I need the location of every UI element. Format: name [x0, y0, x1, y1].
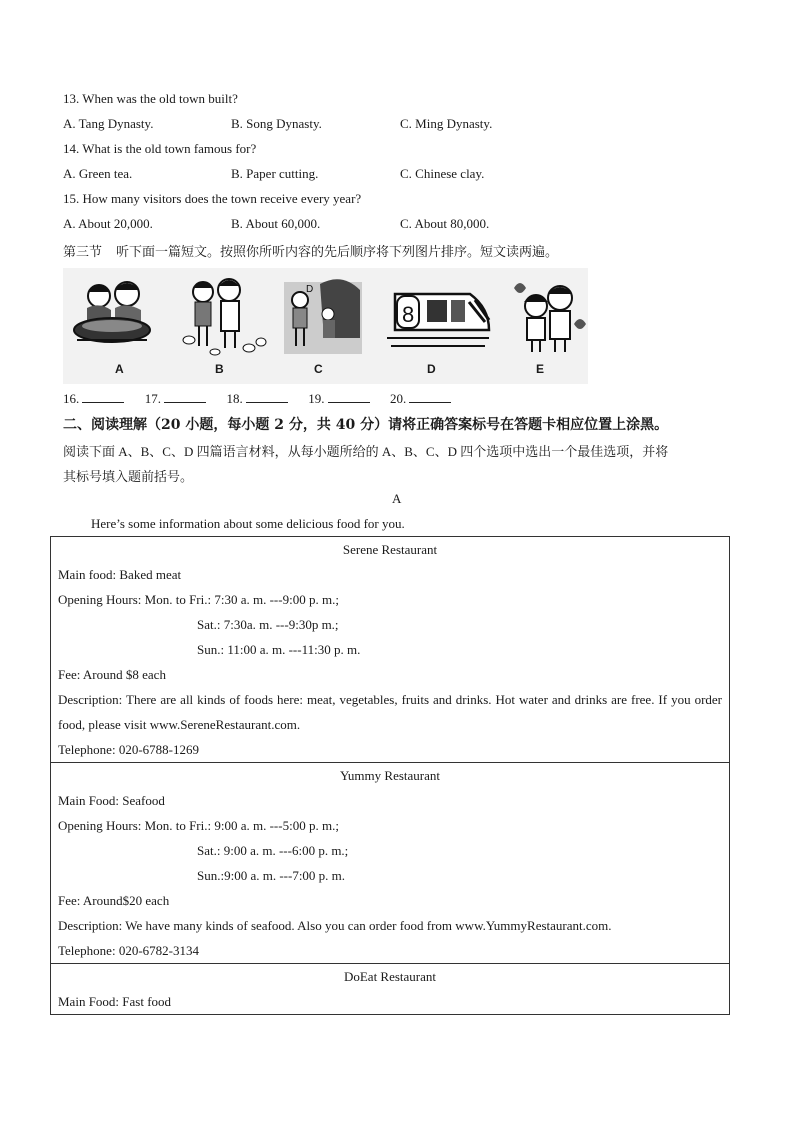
question-15-option-b: B. About 60,000.	[231, 216, 321, 231]
restaurant-row-serene	[51, 537, 730, 763]
question-15-option-a: A. About 20,000.	[63, 216, 153, 231]
children-garden-icon	[284, 268, 362, 384]
blank-18[interactable]	[246, 391, 288, 403]
picture-label-c: C	[314, 362, 323, 376]
restaurant-main-food: Main Food: Fast food	[58, 994, 172, 1009]
restaurant-main-food: Main food: Baked meat	[58, 567, 182, 582]
question-15-option-c: C. About 80,000.	[400, 216, 490, 231]
passage-intro: Here’s some information about some delicious food for you.	[91, 516, 405, 531]
restaurant-description: Description: There are all kinds of foods here: meat, vegetables, fruits and drinks. Hot water and drinks are free. If you order food, please visit www.SereneRestaurant.com.	[58, 692, 722, 732]
restaurant-table	[50, 536, 730, 1015]
blank-17-label: 17.	[144, 391, 161, 406]
blank-16-label: 16.	[63, 391, 80, 406]
section3-heading: 第三节	[63, 244, 103, 259]
restaurant-description: Description: We have many kinds of seafood. Also you can order food from www.YummyRestaurant.com.	[58, 918, 612, 933]
restaurant-hours-weekday: Opening Hours: Mon. to Fri.: 9:00 a. m. ---5:00 p. m.;	[58, 818, 339, 833]
restaurant-name: DoEat Restaurant	[343, 969, 437, 984]
question-13-option-c: C. Ming Dynasty.	[400, 116, 493, 131]
ordering-blanks	[63, 391, 451, 407]
boy-girl-icon	[510, 268, 588, 384]
picture-strip	[63, 268, 588, 384]
svg-text:D: D	[306, 284, 314, 295]
part2-instruction-line2: 其标号填入题前括号。	[63, 469, 194, 484]
blank-18-label: 18.	[226, 391, 243, 406]
section3-instruction-text: 听下面一篇短文。按照你所听内容的先后顺序将下列图片排序。短文读两遍。	[116, 244, 559, 259]
restaurant-name: Serene Restaurant	[342, 542, 438, 557]
question-15-stem: 15. How many visitors does the town receive every year?	[63, 191, 362, 206]
restaurant-fee: Fee: Around $8 each	[58, 667, 166, 682]
blank-17[interactable]	[164, 391, 206, 403]
question-14-option-c: C. Chinese clay.	[400, 166, 485, 181]
picture-label-a: A	[115, 362, 124, 376]
blank-19[interactable]	[328, 391, 370, 403]
family-dinner-icon	[67, 268, 157, 384]
restaurant-hours-weekday: Opening Hours: Mon. to Fri.: 7:30 a. m. ---9:00 p. m.;	[58, 592, 339, 607]
restaurant-name: Yummy Restaurant	[339, 768, 440, 783]
feeding-chickens-icon	[179, 268, 269, 384]
blank-20[interactable]	[409, 391, 451, 403]
restaurant-fee: Fee: Around$20 each	[58, 893, 170, 908]
blank-20-label: 20.	[390, 391, 407, 406]
question-14-option-a: A. Green tea.	[63, 166, 133, 181]
question-13-stem: 13. When was the old town built?	[63, 91, 238, 106]
restaurant-hours-sunday: Sun.: 11:00 a. m. ---11:30 p. m.	[197, 642, 361, 657]
svg-text:8: 8	[402, 302, 415, 327]
restaurant-row-doeat	[51, 964, 730, 1015]
restaurant-main-food: Main Food: Seafood	[58, 793, 165, 808]
blank-16[interactable]	[82, 391, 124, 403]
picture-label-d: D	[427, 362, 436, 376]
restaurant-hours-sunday: Sun.:9:00 a. m. ---7:00 p. m.	[197, 868, 346, 883]
question-13-option-a: A. Tang Dynasty.	[63, 116, 154, 131]
section3-instruction	[63, 241, 558, 260]
part2-instruction-line1: 阅读下面 A、B、C、D 四篇语言材料，从每小题所给的 A、B、C、D 四个选项中选出一个最佳选项，并将	[63, 444, 669, 459]
restaurant-row-yummy	[51, 763, 730, 964]
restaurant-hours-saturday: Sat.: 7:30a. m. ---9:30p m.;	[197, 617, 339, 632]
restaurant-telephone: Telephone: 020-6782-3134	[58, 943, 199, 958]
picture-label-b: B	[215, 362, 224, 376]
train-icon	[385, 268, 495, 384]
blank-19-label: 19.	[308, 391, 325, 406]
question-14-option-b: B. Paper cutting.	[231, 166, 319, 181]
passage-letter: A	[392, 491, 402, 506]
question-13-option-b: B. Song Dynasty.	[231, 116, 322, 131]
question-14-stem: 14. What is the old town famous for?	[63, 141, 257, 156]
restaurant-telephone: Telephone: 020-6788-1269	[58, 742, 199, 757]
restaurant-hours-saturday: Sat.: 9:00 a. m. ---6:00 p. m.;	[197, 843, 349, 858]
part2-title: 二、阅读理解（20 小题，每小题 2 分，共 40 分）请将正确答案标号在答题卡相应位置上涂黑。	[63, 417, 669, 433]
picture-label-e: E	[536, 362, 545, 376]
